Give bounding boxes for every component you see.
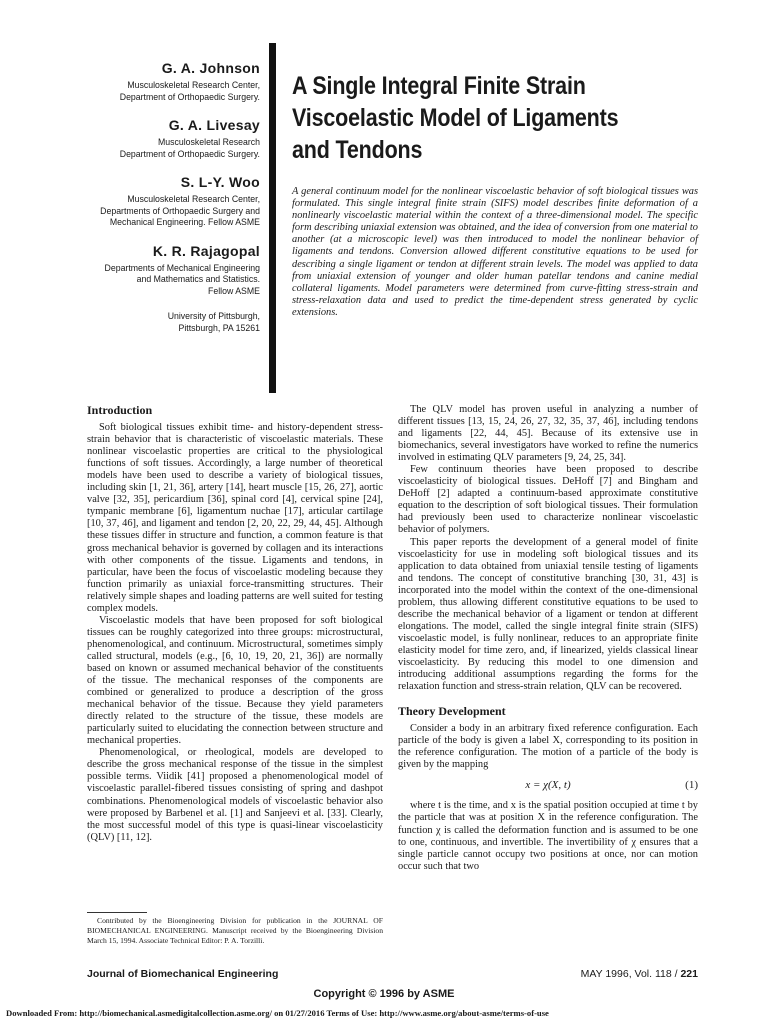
author-affiliation: Musculoskeletal Research Center, Department of Orthopaedic Surgery. bbox=[119, 80, 260, 103]
issue-info bbox=[581, 968, 698, 980]
author-entry bbox=[60, 60, 260, 103]
page-number: 221 bbox=[680, 968, 698, 980]
author-name: S. L-Y. Woo bbox=[180, 174, 260, 190]
paragraph: Few continuum theories have been proposed to describe viscoelasticity of biological tissues. DeHoff [7] and Bingham and DeHoff [2] adapted a continuum-based approximate constitutive equation to the description of soft biological tissues. Their formulation had previously been used to characterize nonlinear viscoelastic behavior of polymers. bbox=[398, 464, 698, 536]
section-heading-theory: Theory Development bbox=[398, 704, 506, 719]
journal-name: Journal of Biomechanical Engineering bbox=[87, 968, 279, 980]
equation-1 bbox=[398, 779, 698, 791]
author-name: K. R. Rajagopal bbox=[152, 242, 260, 259]
equation-number: (1) bbox=[685, 779, 698, 792]
author-name: G. A. Johnson bbox=[161, 60, 260, 76]
paragraph: This paper reports the development of a general model of finite viscoelasticity for use in modeling soft biological tissues and its application to data obtained from uniaxial tensile testing of ligaments and tendons. The concept of constitutive branching [30, 31, 43] is incorporated into the model within the context of the one-dimensional problem, thus allowing different constitutive equations to be used to describe the mechanical behavior of a ligament or tendon at different elongations. The model, called the single integral finite strain (SIFS) viscoelastic model, is fully nonlinear, reduces to an appropriate finite elasticity model for time zero, and, if linearized, yields classical linear viscoelasticity. By reducing this model to one dimension and introducing additional assumptions regarding the forms for the relaxation function and stress-strain relation, QLV can be recovered. bbox=[398, 536, 698, 693]
paragraph: Soft biological tissues exhibit time- and history-dependent stress-strain behavior that is characteristic of viscoelastic materials. These nonlinear viscoelastic properties are critical to the physiological functions of soft tissues. Accordingly, a large number of theoretical models have been used to describe a variety of biological tissues, including skin [1, 21, 36], artery [14], heart muscle [15, 26, 27], aortic valve [32, 35], pericardium [36], spinal cord [4], cervical spine [24], tympanic membrane [6], ligamentum nuchae [17], articular cartilage [10, 37, 46], and ligament and tendon [2, 20, 22, 29, 44, 45]. Although these tissues differ in structure and function, a common feature is that gross mechanical behavior is governed by collagen and its interactions with other components of the tissue. Ligaments and tendons, in particular, have been the focus of viscoelastic modeling because they function primarily as uniaxial force-transmitting structures. Their relatively simple shapes and loading patterns are well suited for testing complex models. bbox=[87, 422, 383, 614]
paragraph: Consider a body in an arbitrary fixed reference configuration. Each particle of the body is given a label X, corresponding to its position in the reference configuration. The motion of a particle of the body is given by the mapping bbox=[398, 723, 698, 771]
left-column bbox=[87, 404, 383, 844]
paragraph: Phenomenological, or rheological, models are developed to describe the gross mechanical response of the tissue in the simplest possible terms. Viidik [41] proposed a phenomenological model of viscoelastic parallel-fibered tissues consisting of spring and dashpot combinations. Phenomenological models of viscoelastic behavior also were proposed by Barbenel et al. [1] and Sanjeevi et al. [33]. Clearly, the most successful model of this type is quasi-linear viscoelasticity (QLV) [11, 12]. bbox=[87, 747, 383, 843]
author-entry bbox=[60, 243, 260, 298]
copyright: Copyright © 1996 by ASME bbox=[313, 988, 455, 1000]
abstract: A general continuum model for the nonlinear viscoelastic behavior of soft biological tissues was formulated. This single integral finite strain (SIFS) model describes finite deformation of a nonlinearly viscoelastic material within the context of a three-dimensional model. The specific form describing uniaxial extension was obtained, and the idea of conversion from one material to another (at a microscopic level) was then introduced to model the nonlinear behavior of ligaments and tendons. Conversion allowed different constitutive equations to be used for describing a single ligament or tendon at different strain levels. The model was applied to data from uniaxial extension of younger and older human patellar tendons and canine medial collateral ligaments. Model parameters were determined from curve-fitting stress-strain and stress-relaxation data and used to predict the time-dependent stress generated by cyclic extensions. bbox=[292, 186, 698, 318]
paragraph: where t is the time, and x is the spatial position occupied at time t by the particle that was at position X in the reference configuration. The function χ is called the deformation function and is assumed to be one to one, continuous, and invertible. The invertibility of χ ensures that a single particle cannot occupy two positions at once, nor can motion occur such that two bbox=[398, 800, 698, 872]
paragraph: The QLV model has proven useful in analyzing a number of different tissues [13, 15, 24, 26, 27, 32, 35, 37, 46], including tendons and ligaments [22, 44, 45]. Because of its extensive use in biomechanics, several investigators have worked to refine the numerics involved in estimating QLV parameters [9, 24, 25, 34]. bbox=[398, 404, 698, 464]
footnote-rule bbox=[87, 912, 147, 913]
title-divider-bar bbox=[269, 43, 276, 393]
author-affiliation: Musculoskeletal Research Department of Orthopaedic Surgery. bbox=[119, 137, 260, 160]
paper-title: A Single Integral Finite Strain Viscoelastic Model of Ligaments and Tendons bbox=[292, 72, 619, 164]
download-notice: Downloaded From: http://biomechanical.asmedigitalcollection.asme.org/ on 01/27/2016 Terms of Use: http://www.asme.org/about-asme/terms-of-use bbox=[6, 1008, 549, 1018]
author-entry bbox=[60, 174, 260, 229]
university-address: University of Pittsburgh, Pittsburgh, PA 15261 bbox=[167, 311, 260, 334]
footnote: Contributed by the Bioengineering Division for publication in the JOURNAL OF BIOMECHANICAL ENGINEERING. Manuscript received by the Bioengineering Division March 15, 1994. Associate Technical Editor: P. A. Torzilli. bbox=[87, 916, 383, 945]
right-column bbox=[398, 404, 698, 873]
section-heading-introduction: Introduction bbox=[87, 403, 153, 417]
author-name: G. A. Livesay bbox=[168, 117, 260, 133]
author-affiliation: Musculoskeletal Research Center, Departments of Orthopaedic Surgery and Mechanical Engineering. Fellow ASME bbox=[100, 194, 260, 228]
author-affiliation: Departments of Mechanical Engineering and Mathematics and Statistics. Fellow ASME bbox=[104, 262, 260, 297]
author-block bbox=[60, 60, 260, 334]
equation-expression: x = χ(X, t) bbox=[525, 779, 571, 792]
author-entry bbox=[60, 117, 260, 160]
paragraph: Viscoelastic models that have been proposed for soft biological tissues can be roughly categorized into three groups: microstructural, phenomenological, and continuum. Microstructural, sometimes simply called structural, models (e.g., [6, 10, 19, 20, 21, 36]) are normally based on known or assumed mechanical behavior of the constituents of the tissue. The mechanical responses of the components are combined or generalized to produce a description of the gross mechanical behavior of the tissue. Because they yield parameters directly related to the structure of the tissue, these models are particularly suited to elucidating the connection between structure and mechanical properties. bbox=[87, 614, 383, 747]
issue-text: MAY 1996, Vol. 118 / bbox=[580, 968, 678, 980]
